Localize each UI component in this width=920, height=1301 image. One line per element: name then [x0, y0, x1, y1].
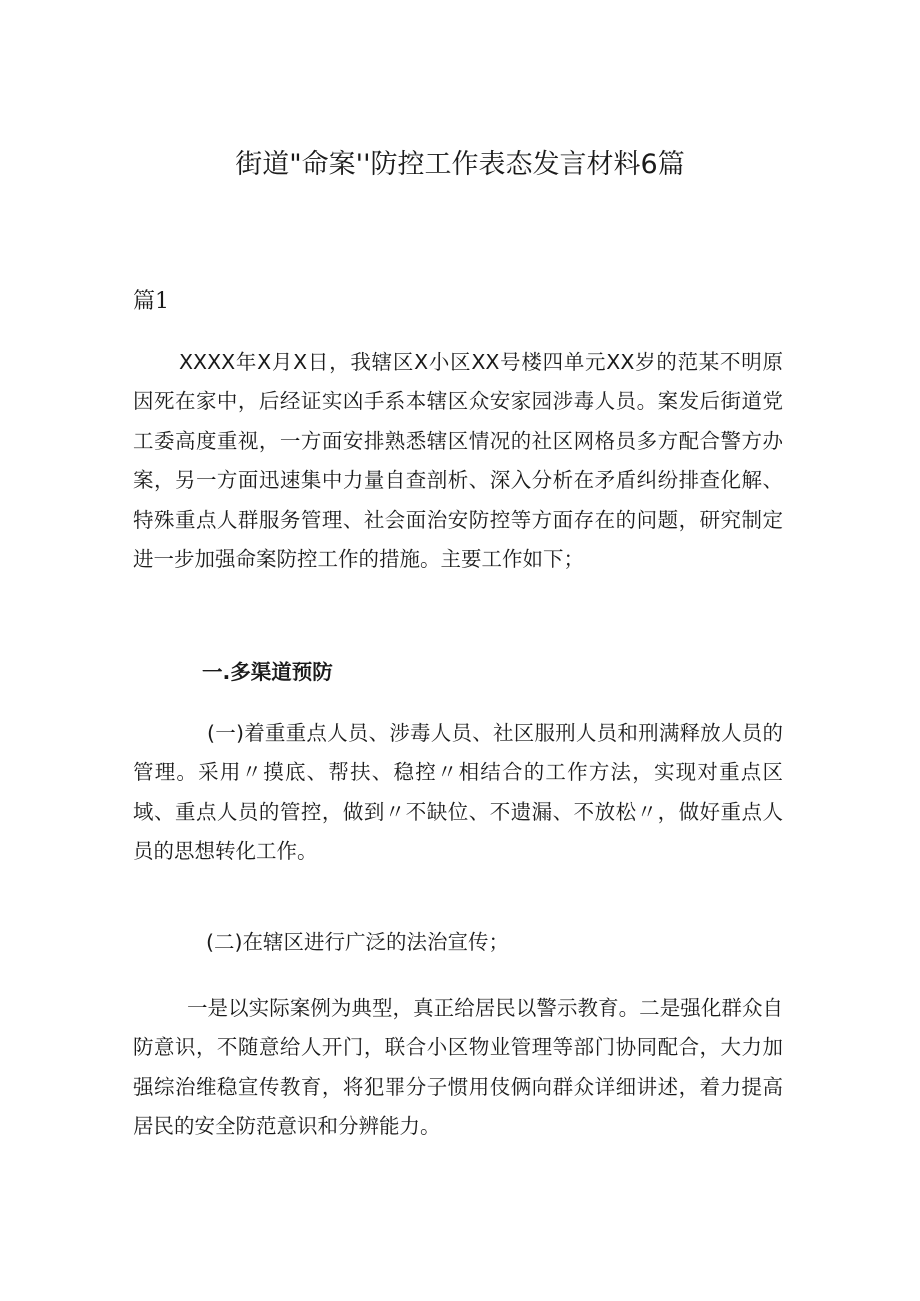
paragraph-publicity-details: 一是以实际案例为典型，真正给居民以警示教育。二是强化群众自防意识，不随意给人开门，联合小区物业管理等部门协同配合，大力加强综治维稳宣传教育，将犯罪分子惯用伎俩向群众详细讲述，着力提高居民的安全防范意识和分辨能力。 — [133, 996, 783, 1139]
subheading-legal-publicity: (二)在辖区进行广泛的法治宣传； — [206, 930, 509, 954]
document-title: 街道"命案''防控工作表态发言材料6篇 — [235, 149, 685, 180]
section-label: 篇1 — [133, 289, 169, 314]
heading-multi-channel-prevention: 一.多渠道预防 — [202, 660, 333, 684]
paragraph-key-personnel: (一)着重重点人员、涉毒人员、社区服刑人员和刑满释放人员的管理。采用〃摸底、帮扶、稳控〃相结合的工作方法，实现对重点区域、重点人员的管控，做到〃不缺位、不遗漏、不放松〃，做好重点人员的思想转化工作。 — [133, 721, 783, 864]
paragraph-intro: XXXX年X月X日，我辖区X小区XX号楼四单元XX岁的范某不明原因死在家中，后经证实凶手系本辖区众安家园涉毒人员。案发后街道党工委高度重视，一方面安排熟悉辖区情况的社区网格员多方配合警方办案，另一方面迅速集中力量自查剖析、深入分析在矛盾纠纷排查化解、特殊重点人群服务管理、社会面治安防控等方面存在的问题，研究制定进一步加强命案防控工作的措施。主要工作如下； — [133, 350, 783, 572]
